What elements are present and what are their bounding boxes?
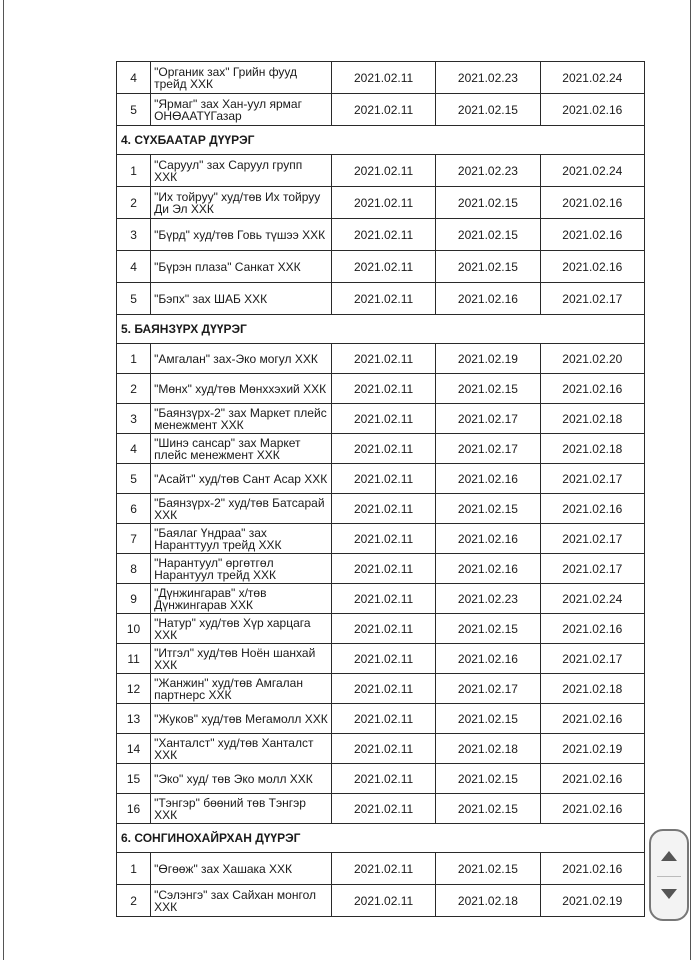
date-open-cell: 2021.02.16 bbox=[540, 374, 644, 404]
date-open-cell: 2021.02.16 bbox=[540, 794, 644, 824]
section-header-row bbox=[117, 824, 645, 853]
table-row bbox=[117, 219, 645, 251]
date-end-cell: 2021.02.16 bbox=[436, 464, 540, 494]
market-name-cell: "Асайт" худ/төв Сант Асар ХХК bbox=[151, 464, 332, 494]
date-end-cell: 2021.02.15 bbox=[436, 494, 540, 524]
table-row bbox=[117, 853, 645, 885]
row-number-cell: 7 bbox=[117, 524, 151, 554]
date-start-cell: 2021.02.11 bbox=[331, 794, 435, 824]
row-number-cell: 8 bbox=[117, 554, 151, 584]
row-number-cell: 10 bbox=[117, 614, 151, 644]
date-end-cell: 2021.02.15 bbox=[436, 94, 540, 126]
market-name-cell: "Амгалан" зах-Эко могул ХХК bbox=[151, 344, 332, 374]
row-number-cell: 4 bbox=[117, 62, 151, 94]
date-start-cell: 2021.02.11 bbox=[331, 644, 435, 674]
date-end-cell: 2021.02.17 bbox=[436, 434, 540, 464]
table-row bbox=[117, 62, 645, 94]
table-row bbox=[117, 614, 645, 644]
market-name-cell: "Шинэ сансар" зах Маркет плейс менежмент ХХК bbox=[151, 434, 332, 464]
date-open-cell: 2021.02.19 bbox=[540, 885, 644, 917]
row-number-cell: 15 bbox=[117, 764, 151, 794]
market-name-cell: "Ярмаг" зах Хан-уул ярмаг ОНӨААТҮГазар bbox=[151, 94, 332, 126]
date-end-cell: 2021.02.23 bbox=[436, 62, 540, 94]
table-row bbox=[117, 464, 645, 494]
date-end-cell: 2021.02.18 bbox=[436, 734, 540, 764]
section-header-row bbox=[117, 126, 645, 155]
table-row bbox=[117, 644, 645, 674]
date-end-cell: 2021.02.23 bbox=[436, 584, 540, 614]
table-row bbox=[117, 885, 645, 917]
date-start-cell: 2021.02.11 bbox=[331, 584, 435, 614]
market-name-cell: "Баянзүрх-2" зах Маркет плейс менежмент ХХК bbox=[151, 404, 332, 434]
date-end-cell: 2021.02.19 bbox=[436, 344, 540, 374]
market-name-cell: "Бэпх" зах ШАБ ХХК bbox=[151, 283, 332, 315]
row-number-cell: 12 bbox=[117, 674, 151, 704]
market-name-cell: "Эко" худ/ төв Эко молл ХХК bbox=[151, 764, 332, 794]
row-number-cell: 16 bbox=[117, 794, 151, 824]
row-number-cell: 5 bbox=[117, 94, 151, 126]
market-name-cell: "Нарантуул" өргөтгөл Нарантуул трейд ХХК bbox=[151, 554, 332, 584]
date-start-cell: 2021.02.11 bbox=[331, 283, 435, 315]
date-start-cell: 2021.02.11 bbox=[331, 734, 435, 764]
row-number-cell: 2 bbox=[117, 885, 151, 917]
row-number-cell: 3 bbox=[117, 404, 151, 434]
market-name-cell: "Ханталст" худ/төв Ханталст ХХК bbox=[151, 734, 332, 764]
row-number-cell: 5 bbox=[117, 464, 151, 494]
date-start-cell: 2021.02.11 bbox=[331, 764, 435, 794]
table-row bbox=[117, 674, 645, 704]
date-end-cell: 2021.02.15 bbox=[436, 219, 540, 251]
date-start-cell: 2021.02.11 bbox=[331, 853, 435, 885]
table-row bbox=[117, 794, 645, 824]
date-end-cell: 2021.02.17 bbox=[436, 404, 540, 434]
row-number-cell: 1 bbox=[117, 344, 151, 374]
date-open-cell: 2021.02.24 bbox=[540, 584, 644, 614]
market-name-cell: "Өгөөж" зах Хашака ХХК bbox=[151, 853, 332, 885]
date-start-cell: 2021.02.11 bbox=[331, 219, 435, 251]
section-title: 5. БАЯНЗҮРХ ДҮҮРЭГ bbox=[117, 315, 645, 344]
date-end-cell: 2021.02.15 bbox=[436, 614, 540, 644]
market-name-cell: "Саруул" зах Саруул групп ХХК bbox=[151, 155, 332, 187]
market-name-cell: "Сэлэнгэ" зах Сайхан монгол ХХК bbox=[151, 885, 332, 917]
chevron-up-icon[interactable] bbox=[661, 851, 677, 861]
date-open-cell: 2021.02.16 bbox=[540, 251, 644, 283]
date-end-cell: 2021.02.16 bbox=[436, 554, 540, 584]
table-row bbox=[117, 187, 645, 219]
date-start-cell: 2021.02.11 bbox=[331, 885, 435, 917]
date-open-cell: 2021.02.18 bbox=[540, 674, 644, 704]
date-end-cell: 2021.02.15 bbox=[436, 853, 540, 885]
market-name-cell: "Итгэл" худ/төв Ноён шанхай ХХК bbox=[151, 644, 332, 674]
date-end-cell: 2021.02.16 bbox=[436, 524, 540, 554]
section-title: 6. СОНГИНОХАЙРХАН ДҮҮРЭГ bbox=[117, 824, 645, 853]
row-number-cell: 2 bbox=[117, 187, 151, 219]
market-name-cell: "Их тойруу" худ/төв Их тойруу Ди Эл ХХК bbox=[151, 187, 332, 219]
date-open-cell: 2021.02.19 bbox=[540, 734, 644, 764]
market-name-cell: "Органик зах" Грийн фууд трейд ХХК bbox=[151, 62, 332, 94]
row-number-cell: 14 bbox=[117, 734, 151, 764]
date-end-cell: 2021.02.18 bbox=[436, 885, 540, 917]
table-row bbox=[117, 374, 645, 404]
date-start-cell: 2021.02.11 bbox=[331, 674, 435, 704]
date-end-cell: 2021.02.15 bbox=[436, 764, 540, 794]
table-row bbox=[117, 283, 645, 315]
date-open-cell: 2021.02.16 bbox=[540, 219, 644, 251]
row-number-cell: 1 bbox=[117, 155, 151, 187]
market-name-cell: "Бүрэн плаза" Санкат ХХК bbox=[151, 251, 332, 283]
date-end-cell: 2021.02.16 bbox=[436, 283, 540, 315]
date-start-cell: 2021.02.11 bbox=[331, 374, 435, 404]
table-row bbox=[117, 494, 645, 524]
table-row bbox=[117, 704, 645, 734]
table-row bbox=[117, 344, 645, 374]
date-open-cell: 2021.02.17 bbox=[540, 524, 644, 554]
date-start-cell: 2021.02.11 bbox=[331, 404, 435, 434]
scroll-control-divider bbox=[657, 876, 681, 877]
market-name-cell: "Мөнх" худ/төв Мөнххэхий ХХК bbox=[151, 374, 332, 404]
market-name-cell: "Тэнгэр" бөөний төв Тэнгэр ХХК bbox=[151, 794, 332, 824]
date-open-cell: 2021.02.18 bbox=[540, 404, 644, 434]
date-open-cell: 2021.02.18 bbox=[540, 434, 644, 464]
table-row bbox=[117, 94, 645, 126]
page-scroll-control bbox=[649, 829, 689, 921]
date-start-cell: 2021.02.11 bbox=[331, 155, 435, 187]
date-open-cell: 2021.02.16 bbox=[540, 187, 644, 219]
date-open-cell: 2021.02.16 bbox=[540, 853, 644, 885]
date-start-cell: 2021.02.11 bbox=[331, 187, 435, 219]
date-end-cell: 2021.02.15 bbox=[436, 794, 540, 824]
date-start-cell: 2021.02.11 bbox=[331, 62, 435, 94]
date-start-cell: 2021.02.11 bbox=[331, 464, 435, 494]
row-number-cell: 1 bbox=[117, 853, 151, 885]
date-open-cell: 2021.02.17 bbox=[540, 554, 644, 584]
date-open-cell: 2021.02.16 bbox=[540, 614, 644, 644]
date-open-cell: 2021.02.17 bbox=[540, 464, 644, 494]
date-open-cell: 2021.02.20 bbox=[540, 344, 644, 374]
row-number-cell: 4 bbox=[117, 434, 151, 464]
table-row bbox=[117, 764, 645, 794]
row-number-cell: 3 bbox=[117, 219, 151, 251]
date-open-cell: 2021.02.17 bbox=[540, 283, 644, 315]
date-start-cell: 2021.02.11 bbox=[331, 251, 435, 283]
market-name-cell: "Жанжин" худ/төв Амгалан партнерс ХХК bbox=[151, 674, 332, 704]
row-number-cell: 6 bbox=[117, 494, 151, 524]
date-start-cell: 2021.02.11 bbox=[331, 524, 435, 554]
date-start-cell: 2021.02.11 bbox=[331, 434, 435, 464]
date-open-cell: 2021.02.24 bbox=[540, 62, 644, 94]
date-end-cell: 2021.02.15 bbox=[436, 704, 540, 734]
row-number-cell: 11 bbox=[117, 644, 151, 674]
section-title: 4. СҮХБААТАР ДҮҮРЭГ bbox=[117, 126, 645, 155]
table-row bbox=[117, 554, 645, 584]
market-name-cell: "Натур" худ/төв Хүр харцага ХХК bbox=[151, 614, 332, 644]
table-row bbox=[117, 524, 645, 554]
date-open-cell: 2021.02.16 bbox=[540, 704, 644, 734]
table-row bbox=[117, 404, 645, 434]
market-name-cell: "Жуков" худ/төв Мегамолл ХХК bbox=[151, 704, 332, 734]
date-start-cell: 2021.02.11 bbox=[331, 554, 435, 584]
date-end-cell: 2021.02.17 bbox=[436, 674, 540, 704]
market-name-cell: "Баялаг Үндраа" зах Наранттуул трейд ХХК bbox=[151, 524, 332, 554]
date-end-cell: 2021.02.15 bbox=[436, 374, 540, 404]
date-end-cell: 2021.02.23 bbox=[436, 155, 540, 187]
section-header-row bbox=[117, 315, 645, 344]
market-name-cell: "Дүнжингарав" х/төв Дүнжингарав ХХК bbox=[151, 584, 332, 614]
row-number-cell: 13 bbox=[117, 704, 151, 734]
date-end-cell: 2021.02.16 bbox=[436, 644, 540, 674]
table-body bbox=[117, 62, 645, 917]
date-start-cell: 2021.02.11 bbox=[331, 344, 435, 374]
date-open-cell: 2021.02.16 bbox=[540, 494, 644, 524]
date-start-cell: 2021.02.11 bbox=[331, 614, 435, 644]
market-name-cell: "Бүрд" худ/төв Говь түшээ ХХК bbox=[151, 219, 332, 251]
table-row bbox=[117, 251, 645, 283]
row-number-cell: 4 bbox=[117, 251, 151, 283]
table-row bbox=[117, 155, 645, 187]
table-row bbox=[117, 584, 645, 614]
row-number-cell: 5 bbox=[117, 283, 151, 315]
date-start-cell: 2021.02.11 bbox=[331, 704, 435, 734]
date-open-cell: 2021.02.17 bbox=[540, 644, 644, 674]
date-open-cell: 2021.02.16 bbox=[540, 764, 644, 794]
date-open-cell: 2021.02.24 bbox=[540, 155, 644, 187]
date-start-cell: 2021.02.11 bbox=[331, 494, 435, 524]
date-end-cell: 2021.02.15 bbox=[436, 187, 540, 219]
market-schedule-table bbox=[116, 61, 645, 917]
table-row bbox=[117, 434, 645, 464]
chevron-down-icon[interactable] bbox=[661, 889, 677, 899]
date-end-cell: 2021.02.15 bbox=[436, 251, 540, 283]
market-name-cell: "Баянзүрх-2" худ/төв Батсарай ХХК bbox=[151, 494, 332, 524]
date-open-cell: 2021.02.16 bbox=[540, 94, 644, 126]
date-start-cell: 2021.02.11 bbox=[331, 94, 435, 126]
table-row bbox=[117, 734, 645, 764]
row-number-cell: 9 bbox=[117, 584, 151, 614]
row-number-cell: 2 bbox=[117, 374, 151, 404]
